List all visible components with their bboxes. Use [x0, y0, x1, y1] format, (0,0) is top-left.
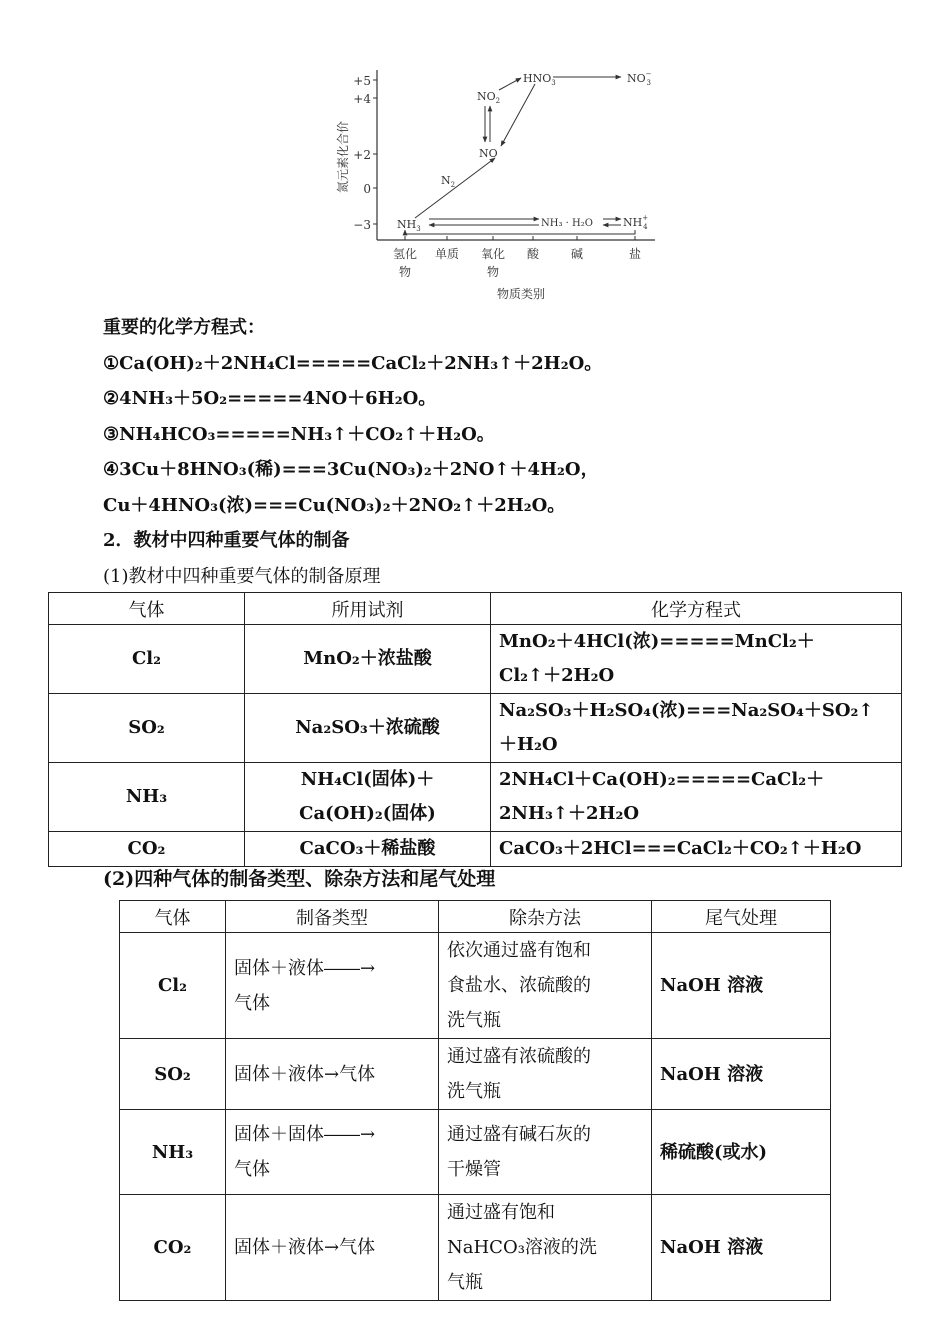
- conversion-arrows: [405, 77, 635, 234]
- x-category: 碱: [570, 247, 584, 261]
- section-2-heading: 2．教材中四种重要气体的制备: [103, 530, 350, 551]
- x-category: 氧化: [480, 247, 506, 261]
- column-header: 除杂方法: [439, 901, 652, 933]
- preparation-type-table: [119, 900, 831, 1301]
- y-tick: +4: [353, 92, 371, 106]
- equations-block: [103, 310, 923, 594]
- gas-cell: CO₂: [49, 832, 245, 867]
- purify-cell: 依次通过盛有饱和 食盐水、浓硫酸的 洗气瓶: [439, 933, 652, 1039]
- species-nh3-h2o: NH₃ · H₂O: [541, 218, 593, 229]
- tail-gas-cell: NaOH 溶液: [652, 1039, 831, 1110]
- table-row: [120, 1195, 831, 1301]
- table-row: [120, 1039, 831, 1110]
- table-row: [49, 625, 902, 694]
- column-header: 气体: [49, 593, 245, 625]
- tail-gas-cell: 稀硫酸(或水): [652, 1110, 831, 1195]
- species-hno3: $HNO_3$: [523, 72, 556, 87]
- x-category: 物: [398, 265, 412, 279]
- gas-cell: Cl₂: [120, 933, 226, 1039]
- y-tick: −3: [353, 218, 371, 232]
- table-row: [120, 933, 831, 1039]
- table-row: [49, 694, 902, 763]
- y-tick: 0: [363, 182, 371, 196]
- type-cell: 固体＋液体→气体: [226, 1195, 439, 1301]
- type-cell: 固体＋液体→气体: [226, 1039, 439, 1110]
- tail-gas-cell: NaOH 溶液: [652, 933, 831, 1039]
- x-category: 酸: [526, 247, 540, 261]
- x-category: 盐: [628, 247, 642, 261]
- equation-2: ②4NH₃＋5O₂=====4NO＋6H₂O。: [103, 388, 437, 409]
- column-header: 制备类型: [226, 901, 439, 933]
- reagent-cell: Na₂SO₃＋浓硫酸: [245, 694, 491, 763]
- x-category: 氢化: [392, 247, 418, 261]
- column-header: 尾气处理: [652, 901, 831, 933]
- purify-cell: 通过盛有碱石灰的 干燥管: [439, 1110, 652, 1195]
- table-row: [120, 1110, 831, 1195]
- reagent-cell: NH₄Cl(固体)＋ Ca(OH)₂(固体): [245, 763, 491, 832]
- column-header: 化学方程式: [491, 593, 902, 625]
- x-categories: [393, 236, 641, 279]
- tail-gas-cell: NaOH 溶液: [652, 1195, 831, 1301]
- equation-cell: Na₂SO₃＋H₂SO₄(浓)===Na₂SO₄＋SO₂↑ ＋H₂O: [491, 694, 902, 763]
- y-axis-label: 氮元素化合价: [336, 120, 350, 194]
- equation-cell: CaCO₃＋2HCl===CaCl₂＋CO₂↑＋H₂O: [491, 832, 902, 867]
- equation-cell: 2NH₄Cl＋Ca(OH)₂=====CaCl₂＋ 2NH₃↑＋2H₂O: [491, 763, 902, 832]
- equation-3: ③NH₄HCO₃=====NH₃↑＋CO₂↑＋H₂O。: [103, 423, 495, 445]
- x-category: 物: [486, 265, 500, 279]
- gas-cell: NH₃: [49, 763, 245, 832]
- reagent-cell: MnO₂＋浓盐酸: [245, 625, 491, 694]
- table-header-row: [120, 901, 831, 933]
- x-category: 单质: [434, 247, 460, 261]
- gas-cell: CO₂: [120, 1195, 226, 1301]
- equation-4: ④3Cu＋8HNO₃(稀)===3Cu(NO₃)₂＋2NO↑＋4H₂O，: [103, 459, 599, 480]
- subsection-2-title: (2)四种气体的制备类型、除杂方法和尾气处理: [103, 868, 496, 890]
- type-cell: 固体＋固体――→ 气体: [226, 1110, 439, 1195]
- subsection-1-title: (1)教材中四种重要气体的制备原理: [103, 565, 381, 587]
- gas-cell: SO₂: [120, 1039, 226, 1110]
- equation-5: Cu＋4HNO₃(浓)===Cu(NO₃)₂＋2NO₂↑＋2H₂O。: [103, 494, 566, 516]
- gas-cell: Cl₂: [49, 625, 245, 694]
- equation-cell: MnO₂＋4HCl(浓)=====MnCl₂＋ Cl₂↑＋2H₂O: [491, 625, 902, 694]
- table-row: [49, 763, 902, 832]
- purify-cell: 通过盛有浓硫酸的 洗气瓶: [439, 1039, 652, 1110]
- y-tick: +5: [353, 74, 371, 88]
- y-tick: +2: [353, 148, 371, 162]
- x-axis-label: 物质类别: [496, 287, 546, 301]
- species-nh4-ion: NH+ 4: [623, 214, 649, 231]
- gas-cell: SO₂: [49, 694, 245, 763]
- species-nh3: $NH_3$: [397, 218, 421, 233]
- species-no: NO: [479, 147, 498, 160]
- column-header: 所用试剂: [245, 593, 491, 625]
- purify-cell: 通过盛有饱和 NaHCO₃溶液的洗 气瓶: [439, 1195, 652, 1301]
- species-no3-ion: NO− 3: [627, 70, 652, 87]
- species-no2: $NO_2$: [477, 90, 501, 105]
- preparation-principle-table: [48, 592, 902, 867]
- species-n2: $N_2$: [441, 174, 456, 189]
- y-ticks: [353, 74, 377, 232]
- gas-cell: NH₃: [120, 1110, 226, 1195]
- column-header: 气体: [120, 901, 226, 933]
- equation-1: ①Ca(OH)₂＋2NH₄Cl=====CaCl₂＋2NH₃↑＋2H₂O。: [103, 352, 603, 374]
- reagent-cell: CaCO₃＋稀盐酸: [245, 832, 491, 867]
- type-cell: 固体＋液体――→ 气体: [226, 933, 439, 1039]
- table-header-row: [49, 593, 902, 625]
- nitrogen-valence-diagram: [325, 62, 665, 304]
- equations-heading: 重要的化学方程式：: [103, 317, 265, 338]
- table-row: [49, 832, 902, 867]
